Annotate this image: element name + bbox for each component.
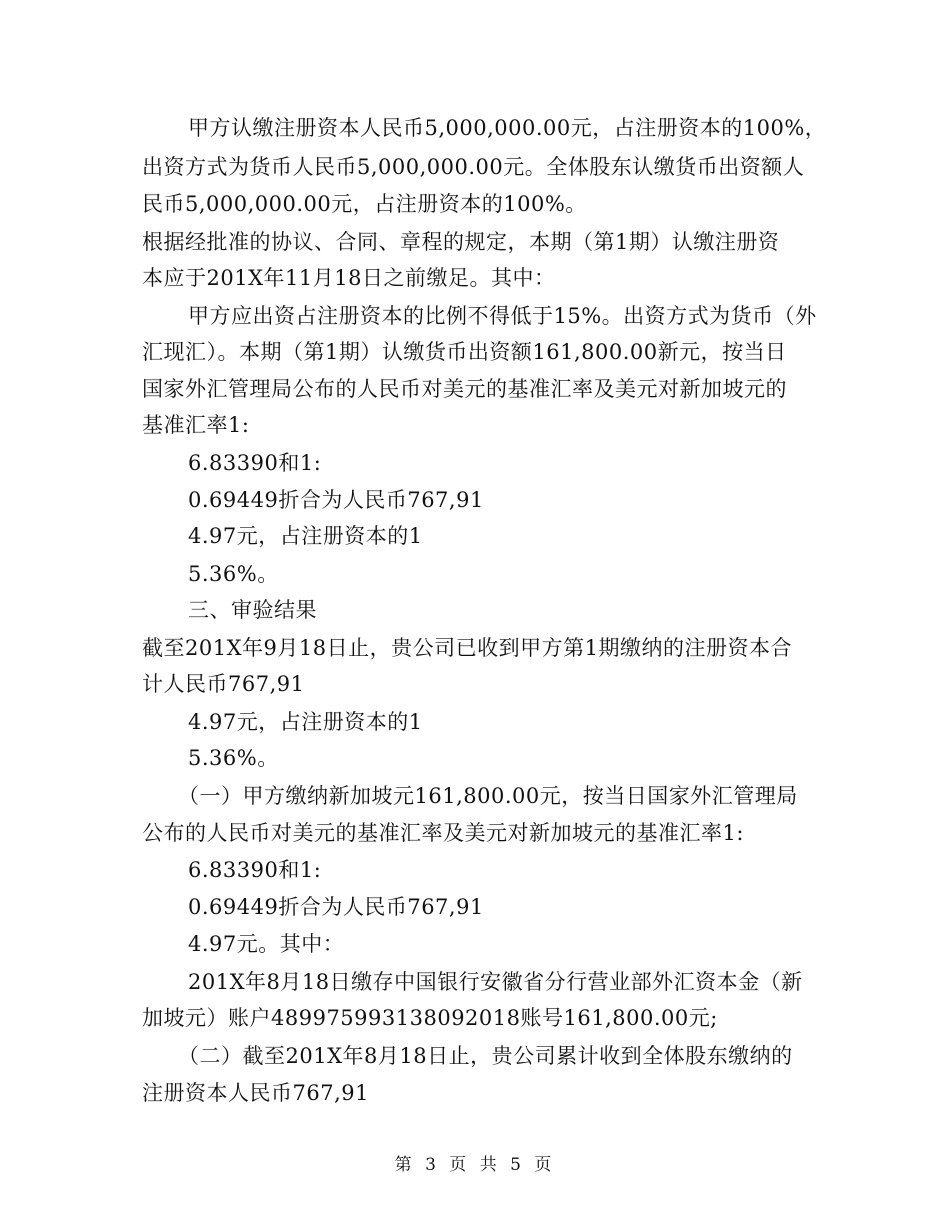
- paragraph-line: 计人民币767,91: [142, 672, 305, 696]
- paragraph-line: 甲方认缴注册资本人民币5,000,000.00元，占注册资本的100%，: [188, 116, 827, 140]
- paragraph-line: 5.36%。: [188, 746, 279, 770]
- paragraph-line: 注册资本人民币767,91: [142, 1081, 369, 1105]
- paragraph-line: 截至201X年9月18日止，贵公司已收到甲方第1期缴纳的注册资本合: [142, 636, 792, 660]
- paragraph-line: 加坡元）账户489975993138092018账号161,800.00元;: [142, 1006, 718, 1030]
- section-heading: 三、审验结果: [188, 598, 317, 622]
- paragraph-line: 本应于201X年11月18日之前缴足。其中：: [142, 266, 556, 290]
- paragraph-line: 国家外汇管理局公布的人民币对美元的基准汇率及美元对新加坡元的: [142, 377, 787, 401]
- paragraph-line: （二）截至201X年8月18日止，贵公司累计收到全体股东缴纳的: [178, 1044, 793, 1068]
- paragraph-line: 民币5,000,000.00元，占注册资本的100%。: [142, 192, 587, 216]
- paragraph-line: 汇现汇）。本期（第1期）认缴货币出资额161,800.00新元，按当日: [142, 340, 787, 364]
- paragraph-line: 甲方应出资占注册资本的比例不得低于15%。出资方式为货币（外: [188, 304, 817, 328]
- paragraph-line: 0.69449折合为人民币767,91: [188, 488, 484, 512]
- paragraph-line: 6.83390和1:: [188, 858, 322, 882]
- paragraph-line: （一）甲方缴纳新加坡元161,800.00元，按当日国家外汇管理局: [178, 784, 798, 808]
- paragraph-line: 公布的人民币对美元的基准汇率及美元对新加坡元的基准汇率1:: [142, 821, 744, 845]
- paragraph-line: 出资方式为货币人民币5,000,000.00元。全体股东认缴货币出资额人: [142, 155, 805, 179]
- page-footer: 第 3 页 共 5 页: [394, 1155, 556, 1175]
- paragraph-line: 4.97元，占注册资本的1: [188, 710, 423, 734]
- paragraph-line: 201X年8月18日缴存中国银行安徽省分行营业部外汇资本金（新: [188, 970, 803, 994]
- paragraph-line: 根据经批准的协议、合同、章程的规定，本期（第1期）认缴注册资: [142, 230, 780, 254]
- paragraph-line: 5.36%。: [188, 562, 279, 586]
- paragraph-line: 基准汇率1:: [142, 413, 250, 437]
- paragraph-line: 4.97元，占注册资本的1: [188, 524, 423, 548]
- paragraph-line: 4.97元。其中：: [188, 932, 345, 956]
- paragraph-line: 6.83390和1:: [188, 451, 322, 475]
- paragraph-line: 0.69449折合为人民币767,91: [188, 895, 484, 919]
